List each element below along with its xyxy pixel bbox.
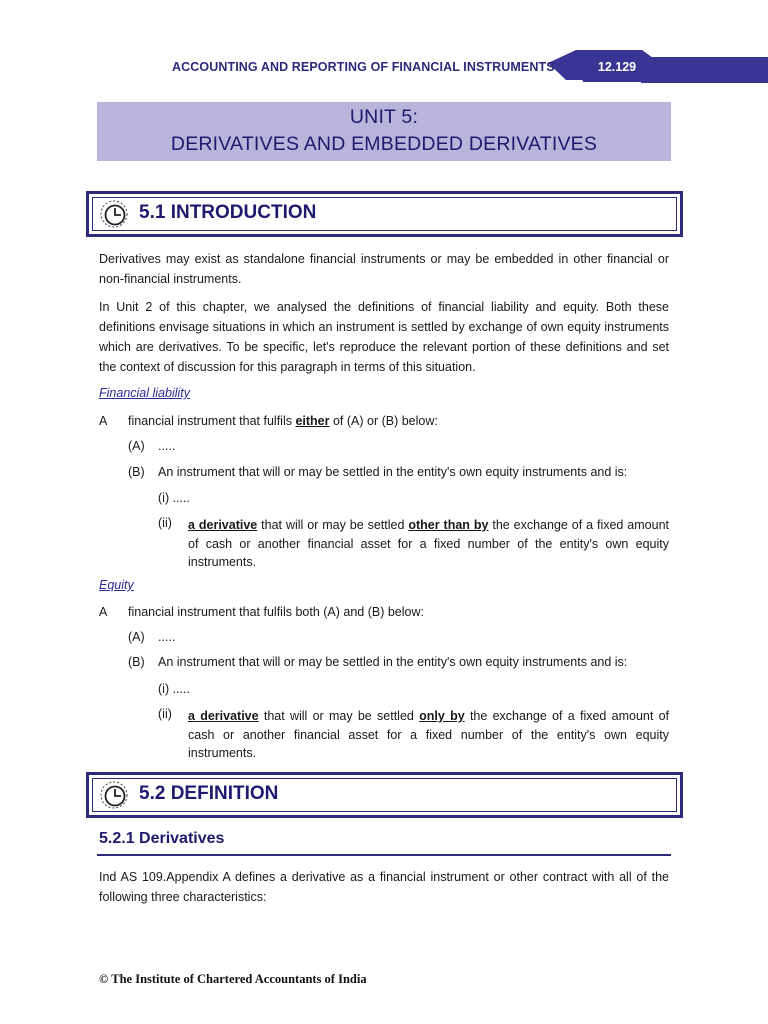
financial-liability-heading: Financial liability (99, 386, 191, 400)
list-item-text: (i) ..... (158, 682, 190, 696)
list-item-text: An instrument that will or may be settled in the entity's own equity instruments and is: (158, 465, 628, 479)
list-marker: A (99, 414, 108, 428)
intro-paragraph-2: In Unit 2 of this chapter, we analysed the definitions of financial liability and equity. Both these definitions envisage situations in which an instrument is settled by exchange of own equity instruments which are derivatives. To be specific, let's reproduce the relevant portion of these definitions and set the context of discussion for this paragraph in terms of this situation. (99, 300, 669, 374)
section-title: 5.2 DEFINITION (139, 783, 279, 804)
list-marker: (B) (128, 655, 145, 669)
list-item-text: a derivative that will or may be settled only by the exchange of a fixed amount of cash or another financial asset for a fixed number of the entity's own equity instruments. (188, 709, 670, 760)
list-item-text: ..... (158, 439, 176, 453)
list-marker: (A) (128, 630, 145, 644)
subsection-rule (97, 854, 671, 856)
list-item-text: (i) ..... (158, 491, 190, 505)
list-item-text: ..... (158, 630, 176, 644)
unit-title: DERIVATIVES AND EMBEDDED DERIVATIVES (170, 133, 598, 155)
clock-icon (99, 780, 129, 810)
list-marker: (ii) (158, 707, 172, 721)
list-item-text: An instrument that will or may be settled in the entity's own equity instruments and is: (158, 655, 628, 669)
clock-icon (99, 199, 129, 229)
unit-title-box (97, 102, 671, 161)
list-marker: A (99, 605, 108, 619)
list-marker: (B) (128, 465, 145, 479)
running-title: ACCOUNTING AND REPORTING OF FINANCIAL INSTRUMENTS (172, 60, 555, 74)
unit-number: UNIT 5: (349, 106, 419, 128)
list-marker: (A) (128, 439, 145, 453)
liability-statement: financial instrument that fulfils either of (A) or (B) below: (128, 414, 438, 428)
list-marker: (ii) (158, 516, 172, 530)
section-5-1-header (86, 191, 683, 237)
intro-paragraph-1: Derivatives may exist as standalone financial instruments or may be embedded in other financial or non-financial instruments. (99, 252, 669, 286)
equity-heading: Equity (99, 578, 134, 592)
page-number: 12.129 (597, 60, 637, 74)
section-5-2-header (86, 772, 683, 818)
list-item-text: a derivative that will or may be settled other than by the exchange of a fixed amount of cash or another financial asset for a fixed number of the entity's own equity instruments. (188, 518, 669, 569)
section-title: 5.1 INTRODUCTION (139, 202, 317, 223)
subsection-heading: 5.2.1 Derivatives (99, 830, 225, 847)
header-band (0, 0, 768, 100)
footer-copyright: © The Institute of Chartered Accountants of India (99, 972, 367, 986)
definition-paragraph: Ind AS 109.Appendix A defines a derivative as a financial instrument or other contract with all of the following three characteristics: (99, 870, 669, 904)
equity-statement: financial instrument that fulfils both (A) and (B) below: (128, 605, 424, 619)
